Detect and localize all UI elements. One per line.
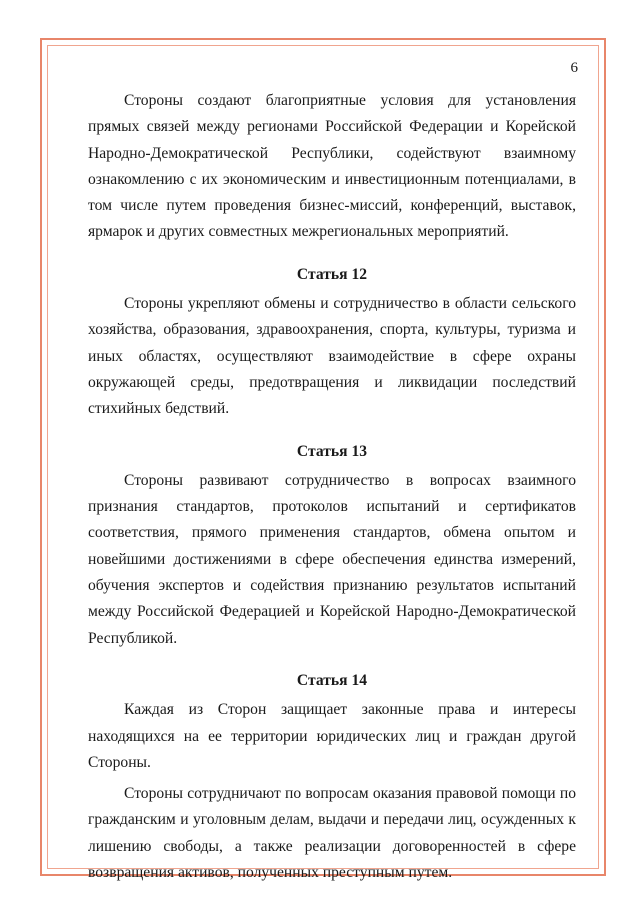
article-12-paragraph: Стороны укрепляют обмены и сотрудничество в области сельского хозяйства, образования, здравоохранения, спорта, культуры, туризма и иных областях, осуществляют взаимодействие в сфере охраны окружающей среды, предотвращения и ликвидации последствий стихийных бедствий.: [88, 295, 576, 418]
article-14-heading: Статья 14: [296, 671, 368, 689]
article-12-heading: Статья 12: [296, 265, 368, 283]
article-14-paragraph-1: Каждая из Сторон защищает законные права и интересы находящихся на ее территории юридических лиц и граждан другой Стороны.: [88, 701, 576, 771]
paragraph-intro: Стороны создают благоприятные условия для установления прямых связей между регионами Российской Федерации и Корейской Народно-Демократической Республики, содействуют взаимному ознакомлению с их экономическим и инвестиционным потенциалами, в том числе путем проведения бизнес-миссий, конференций, выставок, ярмарок и других совместных межрегиональных мероприятий.: [88, 92, 576, 241]
page-number: 6: [570, 60, 578, 76]
document-body: [88, 88, 576, 886]
article-14-paragraph-2: Стороны сотрудничают по вопросам оказания правовой помощи по гражданским и уголовным делам, выдачи и передачи лиц, осужденных к лишению свободы, а также реализации договоренностей в сфере возвращения активов, полученных преступным путем.: [88, 785, 576, 882]
article-13-heading: Статья 13: [296, 442, 368, 460]
article-13-paragraph: Стороны развивают сотрудничество в вопросах взаимного признания стандартов, протоколов испытаний и сертификатов соответствия, прямого применения стандартов, обмена опытом и новейшими достижениями в сфере обеспечения единства измерений, обучения экспертов и содействия признанию результатов испытаний между Российской Федерацией и Корейской Народно-Демократической Республикой.: [88, 471, 576, 647]
